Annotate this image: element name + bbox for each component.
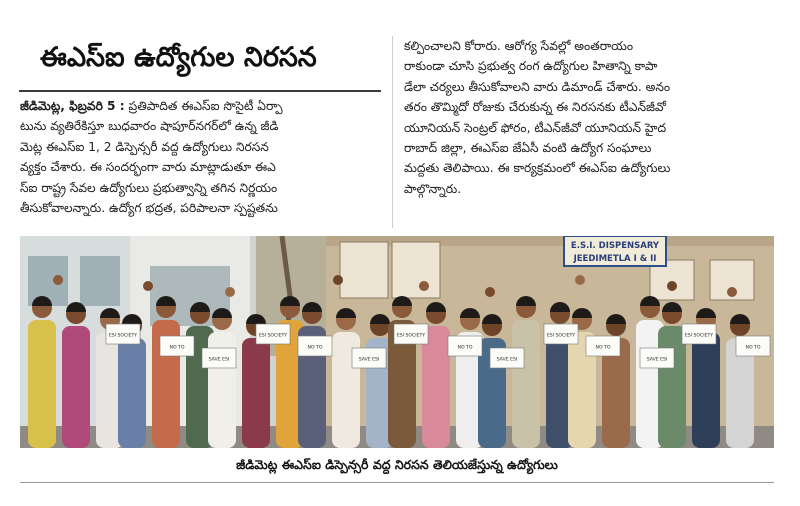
article-line: టును వ్యతిరేకిస్తూ బుధవారం షాపూర్‌నగర్‌లో ఉన్న జీడి bbox=[20, 119, 279, 134]
placard bbox=[448, 336, 482, 356]
placard-text: NO TO bbox=[745, 345, 761, 351]
placard-text: NO TO bbox=[307, 345, 323, 351]
placard bbox=[394, 324, 428, 344]
raised-fist bbox=[485, 287, 495, 297]
placard-text: NO TO bbox=[169, 345, 185, 351]
raised-fist bbox=[53, 275, 63, 285]
bottom-rule bbox=[20, 482, 774, 483]
dateline: జీడిమెట్ల, ఫిబ్రవరి 5 : bbox=[20, 99, 125, 113]
article-line: డేలా చర్యలు తీసుకోవాలని వారు డిమాండ్ చేశారు. అనం bbox=[404, 79, 671, 94]
placard-text: NO TO bbox=[457, 345, 473, 351]
placard-text: SAVE ESI bbox=[208, 357, 230, 363]
article-line: తీసుకోవాలన్నారు. ఉద్యోగ భద్రత, పరిపాలనా స్పష్టతను bbox=[20, 201, 278, 216]
placard bbox=[490, 348, 524, 368]
article-line: తరం తొమ్మిదో రోజుకు చేరుకున్న ఈ నిరసనకు టీఎన్‌జీవో bbox=[404, 100, 666, 115]
placard-text: ESI SOCIETY bbox=[546, 333, 576, 339]
raised-fist bbox=[225, 287, 235, 297]
article-line: కల్పించాలని కోరారు. ఆరోగ్య సేవల్లో అంతరాయం bbox=[404, 39, 633, 53]
placard-text: ESI SOCIETY bbox=[108, 333, 138, 339]
raised-fist bbox=[575, 275, 585, 285]
placard bbox=[106, 324, 140, 344]
raised-fist bbox=[727, 287, 737, 297]
placard bbox=[640, 348, 674, 368]
placard bbox=[160, 336, 194, 356]
protest-photo bbox=[20, 236, 774, 448]
dispensary-sign-line2: JEEDIMETLA I & II bbox=[573, 254, 657, 264]
article-line: యూనియన్ సెంట్రల్ ఫోరం, టీఎన్‌జీవో యూనియన్ హైద bbox=[404, 120, 667, 135]
placard-text: SAVE ESI bbox=[646, 357, 668, 363]
placard bbox=[298, 336, 332, 356]
raised-fist bbox=[333, 275, 343, 285]
article-column-left bbox=[20, 96, 382, 226]
headline: ఈఎస్ఐ ఉద్యోగుల నిరసన bbox=[40, 42, 317, 73]
article-column-right bbox=[404, 36, 774, 228]
placard bbox=[682, 324, 716, 344]
placard bbox=[586, 336, 620, 356]
placard-text: SAVE ESI bbox=[496, 357, 518, 363]
placard-text: ESI SOCIETY bbox=[396, 333, 426, 339]
article-line: జీడిమెట్ల, ఫిబ్రవరి 5 : ప్రతిపాదిత ఈఎస్ఐ సొసైటీ ఏర్పా bbox=[20, 99, 283, 113]
placard-text: NO TO bbox=[595, 345, 611, 351]
placard bbox=[202, 348, 236, 368]
placard bbox=[256, 324, 290, 344]
article-line: రాకుండా చూసి ప్రభుత్వ రంగ ఉద్యోగుల హితాన్ని కాపా bbox=[404, 59, 658, 74]
placard-text: ESI SOCIETY bbox=[684, 333, 714, 339]
article-line: పాల్గొన్నారు. bbox=[404, 181, 462, 196]
raised-fist bbox=[143, 281, 153, 291]
placard bbox=[736, 336, 770, 356]
article-line: వ్యక్తం చేశారు. ఈ సందర్భంగా వారు మాట్లాడుతూ ఈఎ bbox=[20, 160, 276, 175]
article-line: రాబాద్ జిల్లా, ఈఎస్ఐ జేఏసీ వంటి ఉద్యోగ సంఘాలు bbox=[404, 141, 652, 156]
protest-photo-illustration bbox=[20, 236, 774, 448]
placard-text: SAVE ESI bbox=[358, 357, 380, 363]
placard bbox=[544, 324, 578, 344]
headline-rule bbox=[19, 90, 381, 92]
dispensary-sign-line1: E.S.I. DISPENSARY bbox=[570, 241, 660, 251]
column-divider bbox=[392, 36, 393, 228]
raised-fist bbox=[419, 281, 429, 291]
placard-text: ESI SOCIETY bbox=[258, 333, 288, 339]
article-line: స్ఐ రాష్ట్ర సేవల ఉద్యోగులు ప్రభుత్వాన్ని తగిన నిర్ణయం bbox=[20, 180, 278, 195]
placard bbox=[352, 348, 386, 368]
raised-fist bbox=[667, 281, 677, 291]
photo-caption: జీడిమెట్ల ఈఎస్ఐ డిస్పెన్సరీ వద్ద నిరసన తెలియజేస్తున్న ఉద్యోగులు bbox=[236, 457, 558, 472]
article-line: మెట్ల ఈఎస్ఐ 1, 2 డిస్పెన్సరీ వద్ద ఉద్యోగులు నిరసన bbox=[20, 139, 269, 154]
article-line: మద్దతు తెలిపాయి. ఈ కార్యక్రమంలో ఈఎస్ఐ ఉద్యోగులు bbox=[404, 161, 671, 176]
